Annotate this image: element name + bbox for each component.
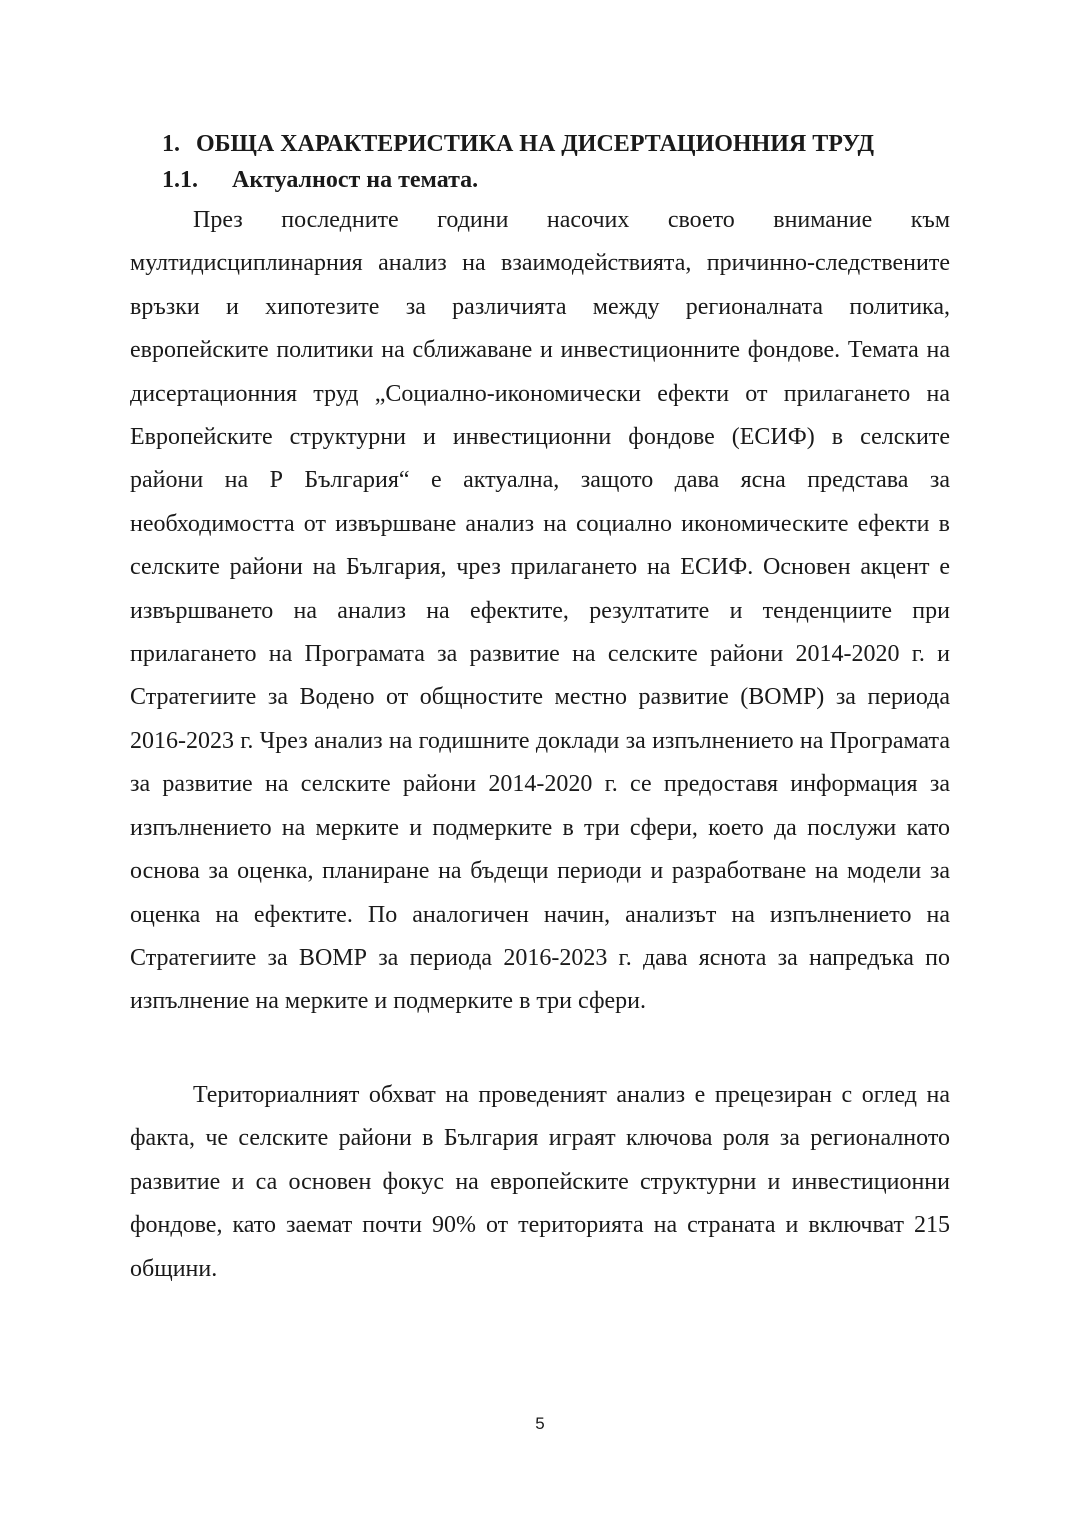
subsection-title: Актуалност на темата. — [232, 167, 479, 193]
subsection-number: 1.1. — [162, 167, 198, 193]
subsection-heading — [162, 164, 478, 196]
paragraph-territorial-scope: Териториалният обхват на проведеният анализ е прецезиран с оглед на факта, че селските райони в България играят ключова роля за регионалното развитие и са основен фокус на европейските структурни и инвестиционни фондове, като заемат почти 90% от територията на страната и включват 215 общини. — [130, 1082, 950, 1282]
section-heading — [162, 128, 962, 160]
section-title: ОБЩА ХАРАКТЕРИСТИКА НА ДИСЕРТАЦИОННИЯ ТРУД — [196, 131, 875, 157]
section-number: 1. — [162, 131, 180, 157]
paragraph-topic-relevance: През последните години насочих своето внимание към мултидисциплинарния анализ на взаимодействията, причинно-следствените връзки и хипотезите за различията между регионалната политика, европейските политики на сближаване и инвестиционните фондове. Темата на дисертационния труд „Социално-икономически ефекти от прилагането на Европейските структурни и инвестиционни фондове (ЕСИФ) в селските райони на Р България“ е актуална, защото дава ясна представа за необходимостта от извършване анализ на социално икономическите ефекти в селските райони на България, чрез прилагането на ЕСИФ. Основен акцент е извършването на анализ на ефектите, резултатите и тенденциите при прилагането на Програмата за развитие на селските райони 2014-2020 г. и Стратегиите за Водено от общностите местно развитие (ВОМР) за периода 2016-2023 г. Чрез анализ на годишните доклади за изпълнението на Програмата за развитие на селските райони 2014-2020 г. се предоставя информация за изпълнението на мерките и подмерките в три сфери, което да послужи като основа за оценка, планиране на бъдещи периоди и разработване на модели за оценка на ефектите. По аналогичен начин, анализът на изпълнението на Стратегиите за ВОМР за периода 2016-2023 г. дава яснота за напредъка по изпълнение на мерките и подмерките в три сфери. — [130, 207, 950, 1015]
page-number: 5 — [535, 1414, 545, 1433]
